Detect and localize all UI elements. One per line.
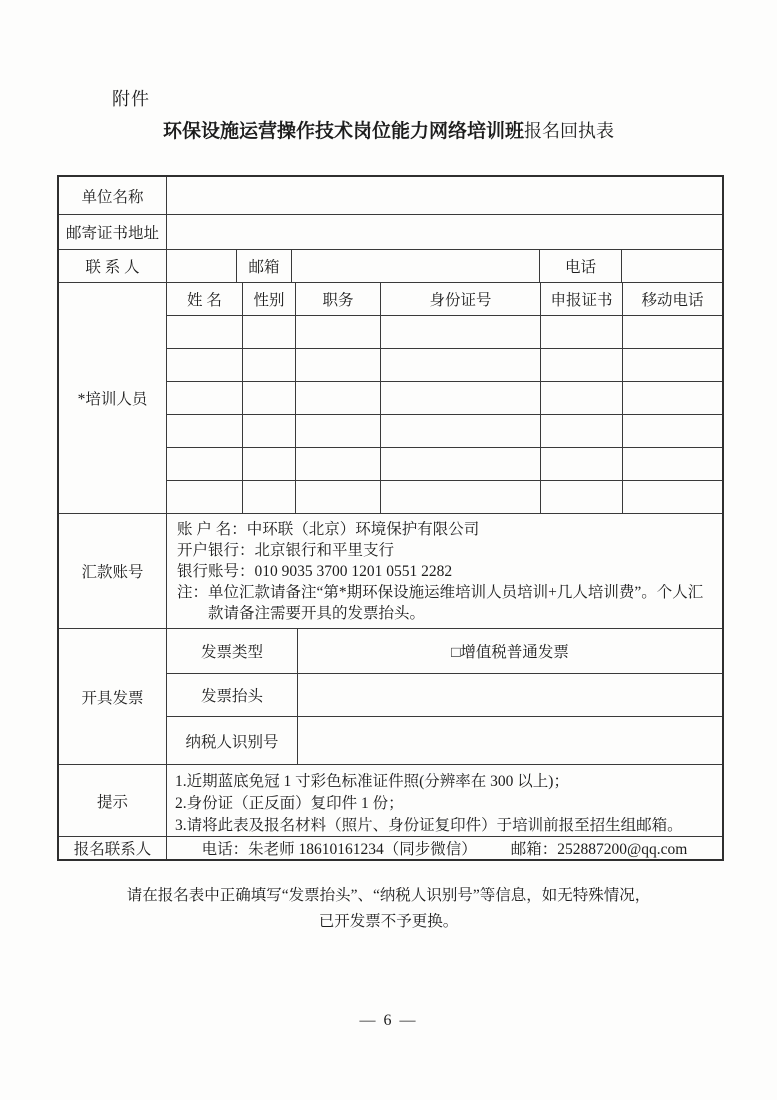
contact-label: 联 系 人 [85, 259, 140, 276]
signup-contact-line [167, 837, 722, 859]
remittance-text [167, 514, 722, 628]
remit-bank: 开户银行：北京银行和平里支行 [177, 542, 395, 559]
section-invoice [59, 628, 722, 764]
registration-form-table [57, 175, 724, 861]
table-row-contact [59, 249, 722, 282]
unit-name-label: 单位名称 [81, 188, 144, 206]
footer-note-line1: 请在报名表中正确填写“发票抬头”、“纳税人识别号”等信息，如无特殊情况， [126, 887, 651, 904]
trainees-header-row [167, 283, 722, 315]
tips-content [166, 765, 722, 836]
unit-name-field [166, 177, 722, 214]
invoice-title-label: 发票抬头 [200, 688, 263, 705]
contact-name-field [166, 250, 236, 282]
col-header-gender: 性别 [242, 283, 295, 315]
document-title [0, 116, 777, 143]
remit-note-line2: 款请备注需要开具的发票抬头。 [208, 605, 426, 622]
remittance-label: 汇款账号 [81, 564, 144, 581]
footer-note-line2: 已开发票不予更换。 [318, 913, 459, 930]
signup-contact-content [166, 837, 722, 859]
footer-note [0, 883, 777, 935]
mail-address-field [166, 215, 722, 249]
tips-line-3: 3.请将此表及报名材料（照片、身份证复印件）于培训前报至招生组邮箱。 [175, 817, 683, 834]
remit-account-name: 账 户 名：中环联（北京）环境保护有限公司 [177, 521, 480, 538]
contact-email-field [291, 250, 539, 282]
col-header-mobile: 移动电话 [622, 283, 722, 315]
document-title-suffix: 报名回执表 [524, 121, 614, 141]
col-header-position: 职务 [295, 283, 380, 315]
signup-contact-email: 邮箱：252887200@qq.com [510, 841, 688, 858]
remittance-details [166, 514, 722, 628]
col-header-id-number: 身份证号 [380, 283, 540, 315]
document-title-main: 环保设施运营操作技术岗位能力网络培训班 [162, 121, 524, 142]
contact-phone-field [621, 250, 722, 282]
taxpayer-id-field [297, 717, 722, 764]
invoice-title-row [167, 673, 722, 716]
invoice-rows [166, 629, 722, 764]
section-signup-contact [59, 836, 722, 859]
contact-email-label: 邮箱 [236, 250, 291, 282]
table-row-mail-address [59, 214, 722, 249]
trainee-empty-row [167, 447, 722, 480]
trainee-empty-row [167, 381, 722, 414]
invoice-title-field [297, 674, 722, 716]
section-tips [59, 764, 722, 836]
page-number: — 6 — [359, 1012, 418, 1029]
taxpayer-id-label: 纳税人识别号 [185, 733, 279, 751]
remit-note-line1: 注：单位汇款请备注“第*期环保设施运维培训人员培训+几人培训费”。个人汇 [177, 584, 704, 601]
tips-label: 提示 [96, 793, 128, 811]
trainee-empty-row [167, 348, 722, 381]
tips-line-1: 1.近期蓝底免冠 1 寸彩色标准证件照(分辨率在 300 以上)； [175, 773, 569, 790]
mail-address-label: 邮寄证书地址 [65, 225, 159, 242]
trainee-empty-row [167, 414, 722, 447]
trainees-grid [166, 283, 722, 513]
invoice-label: 开具发票 [81, 689, 144, 707]
table-row-unit-name [59, 177, 722, 214]
taxpayer-id-row [167, 716, 722, 764]
tips-text [167, 765, 722, 836]
remit-account-number: 银行账号：010 9035 3700 1201 0551 2282 [177, 563, 453, 580]
trainees-label: *培训人员 [77, 391, 148, 408]
invoice-type-value: □增值税普通发票 [297, 629, 722, 673]
attachment-label: 附件 [112, 89, 150, 109]
col-header-name: 姓 名 [187, 292, 222, 309]
trainee-empty-row [167, 480, 722, 513]
signup-contact-label: 报名联系人 [73, 841, 152, 858]
section-remittance [59, 513, 722, 628]
contact-phone-label: 电话 [539, 250, 621, 282]
invoice-type-row [167, 629, 722, 673]
signup-contact-phone: 电话：朱老师 18610161234（同步微信） [201, 841, 477, 858]
section-trainees [59, 282, 722, 513]
trainee-empty-row [167, 315, 722, 348]
col-header-certificate: 申报证书 [540, 283, 622, 315]
tips-line-2: 2.身份证（正反面）复印件 1 份； [175, 795, 404, 812]
invoice-type-label: 发票类型 [200, 644, 263, 661]
